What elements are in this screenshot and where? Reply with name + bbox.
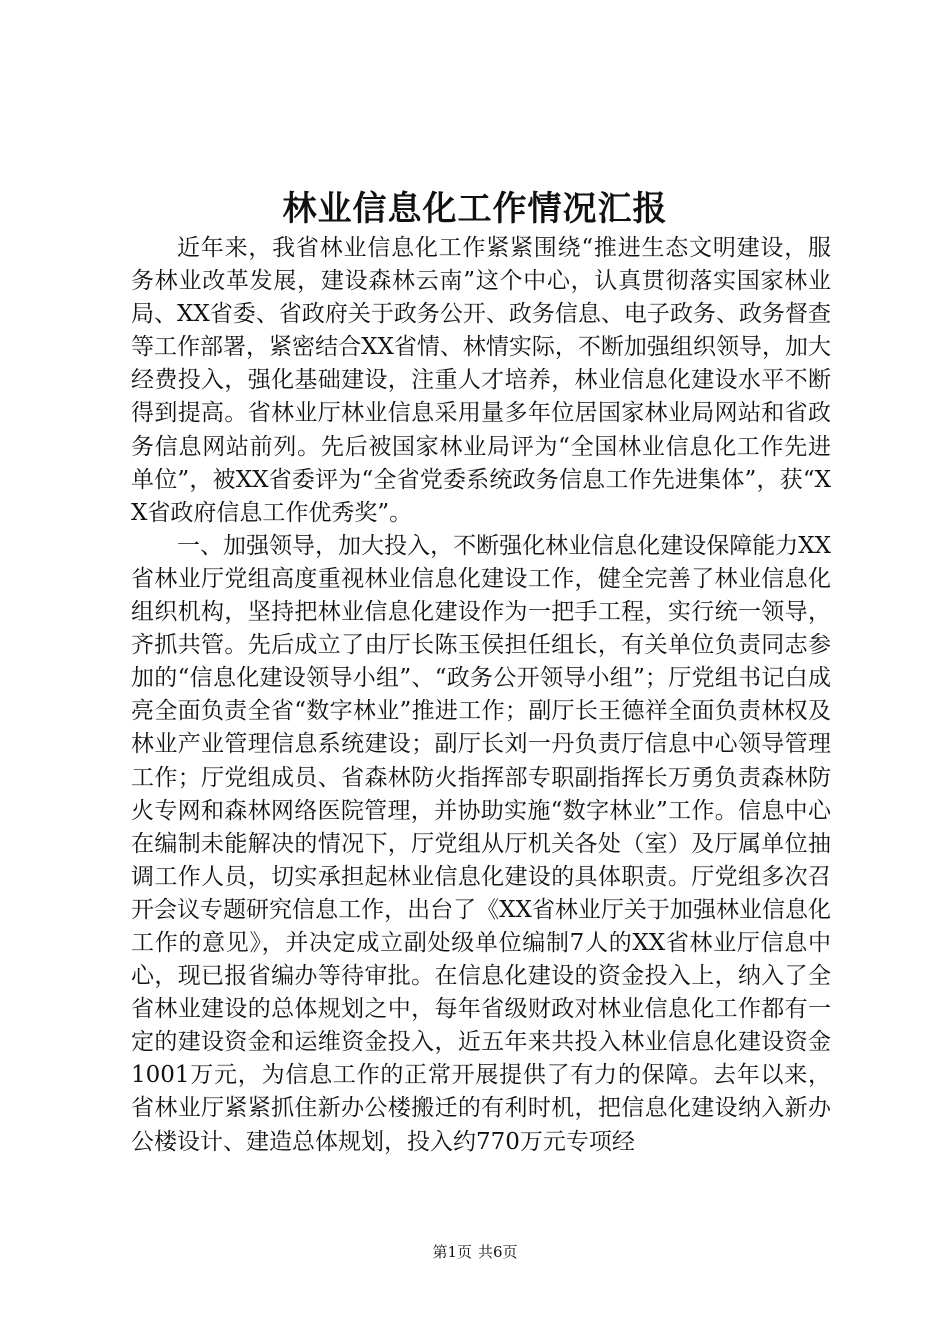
page-number: 第1页: [432, 1243, 472, 1261]
page-total: 共6页: [478, 1243, 518, 1261]
page-footer: [0, 1241, 950, 1263]
paragraph-intro: 近年来，我省林业信息化工作紧紧围绕“推进生态文明建设，服务林业改革发展，建设森林云南”这个中心，认真贯彻落实国家林业局、XX省委、省政府关于政务公开、政务信息、电子政务、政务督查等工作部署，紧密结合XX省情、林情实际，不断加强组织领导，加大经费投入，强化基础建设，注重人才培养，林业信息化建设水平不断得到提高。省林业厅林业信息采用量多年位居国家林业局网站和省政务信息网站前列。先后被国家林业局评为“全国林业信息化工作先进单位”，被XX省委评为“全省党委系统政务信息工作先进集体”，获“XX省政府信息工作优秀奖”。: [131, 235, 831, 526]
document-title: 林业信息化工作情况汇报: [282, 189, 668, 229]
document-body: [131, 232, 831, 1159]
paragraph-section-one: 一、加强领导，加大投入，不断强化林业信息化建设保障能力XX省林业厅党组高度重视林业信息化建设工作，健全完善了林业信息化组织机构，坚持把林业信息化建设作为一把手工程，实行统一领导，齐抓共管。先后成立了由厅长陈玉侯担任组长，有关单位负责同志参加的“信息化建设领导小组”、“政务公开领导小组”；厅党组书记白成亮全面负责全省“数字林业”推进工作；副厅长王德祥全面负责林权及林业产业管理信息系统建设；副厅长刘一丹负责厅信息中心领导管理工作；厅党组成员、省森林防火指挥部专职副指挥长万勇负责森林防火专网和森林网络医院管理，并协助实施“数字林业”工作。信息中心在编制未能解决的情况下，厅党组从厅机关各处（室）及厅属单位抽调工作人员，切实承担起林业信息化建设的具体职责。厅党组多次召开会议专题研究信息工作，出台了《XX省林业厅关于加强林业信息化工作的意见》，并决定成立副处级单位编制7人的XX省林业厅信息中心，现已报省编办等待审批。在信息化建设的资金投入上，纳入了全省林业建设的总体规划之中，每年省级财政对林业信息化工作都有一定的建设资金和运维资金投入，近五年来共投入林业信息化建设资金1001万元，为信息工作的正常开展提供了有力的保障。去年以来，省林业厅紧紧抓住新办公楼搬迁的有利时机，把信息化建设纳入新办公楼设计、建造总体规划，投入约770万元专项经: [131, 532, 831, 1155]
